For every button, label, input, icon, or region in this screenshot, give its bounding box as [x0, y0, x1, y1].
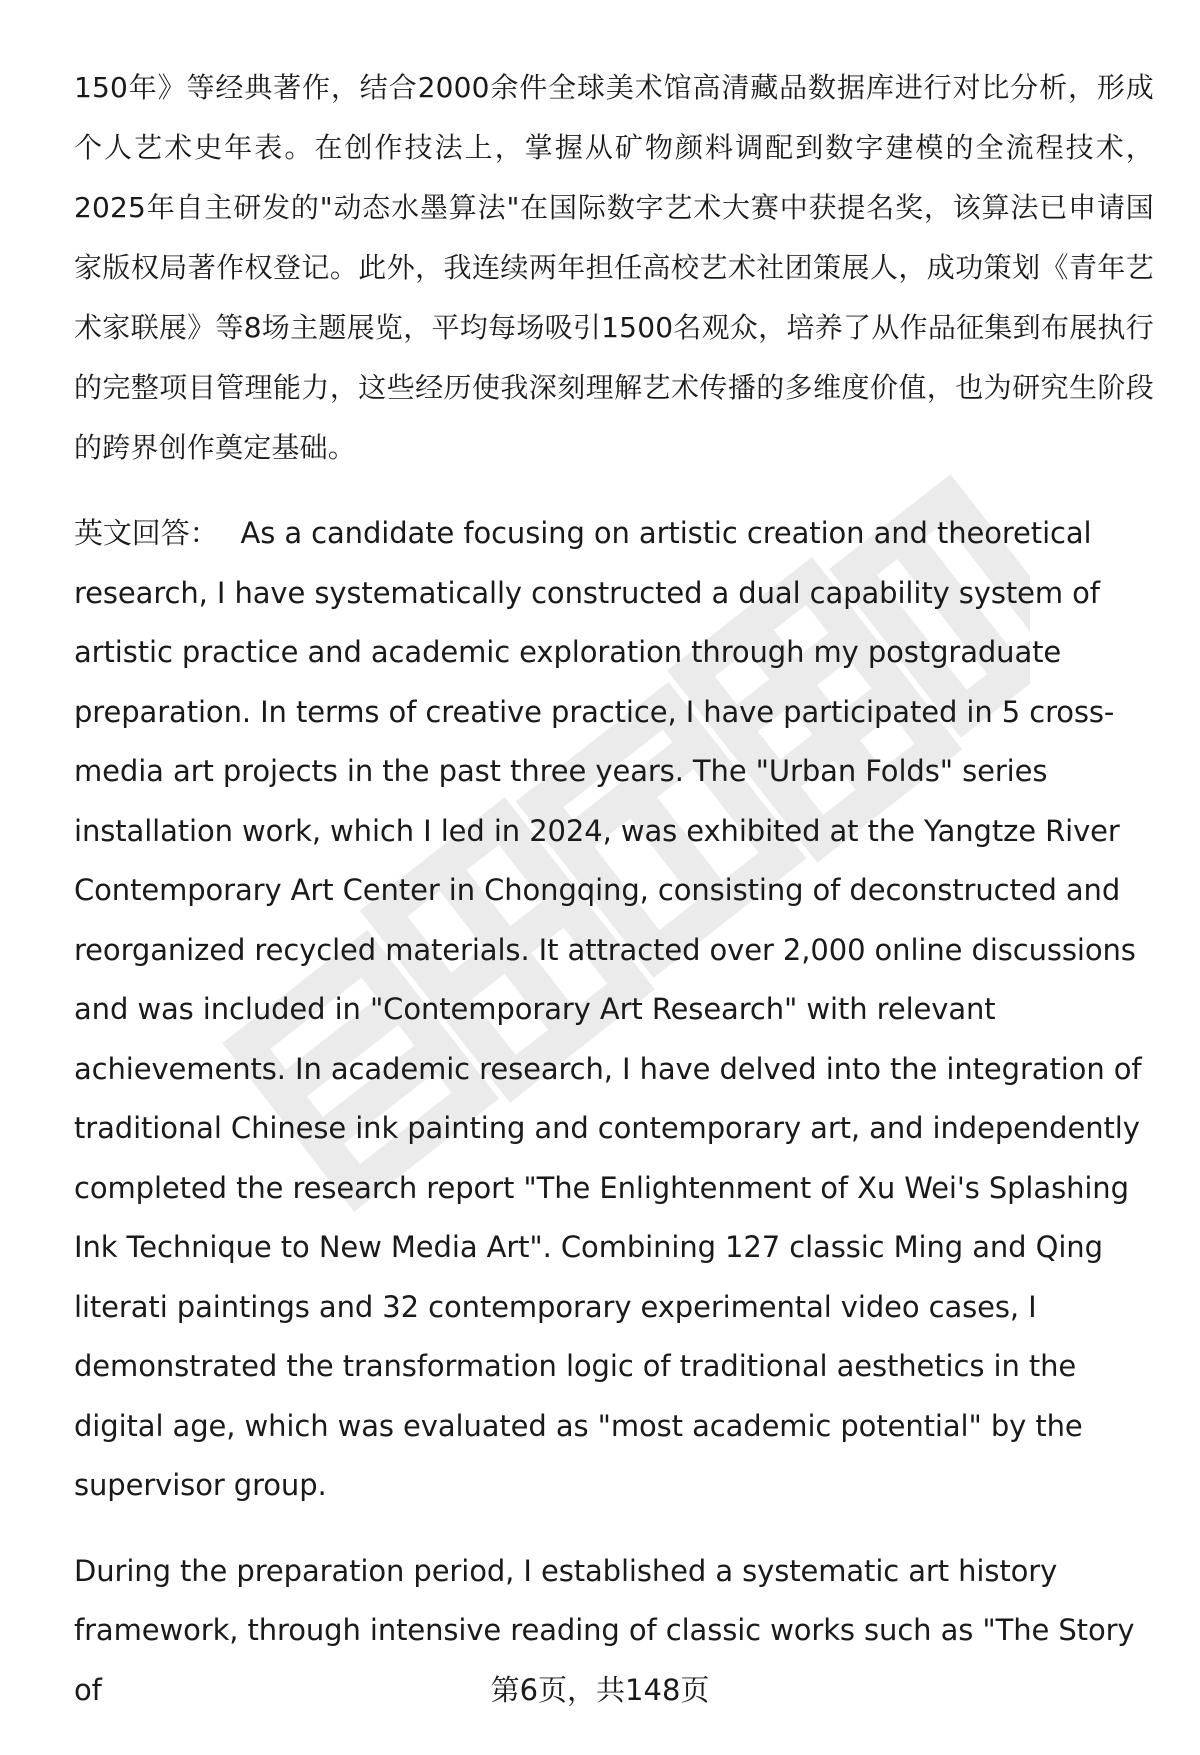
- paragraph-spacer: [74, 478, 1154, 504]
- page-number-footer: 第6页，共148页: [490, 1673, 710, 1707]
- english-second-paragraph: During the preparation period, I established a systematic art history framework, through intensive reading of classic works such as "The Story of: [74, 1553, 1135, 1707]
- english-answer-paragraph: [74, 504, 1154, 1516]
- paragraph-spacer: [74, 1516, 1154, 1542]
- chinese-answer-paragraph: 150年》等经典著作，结合2000余件全球美术馆高清藏品数据库进行对比分析，形成个人艺术史年表。在创作技法上，掌握从矿物颜料调配到数字建模的全流程技术，2025年自主研发的"动态水墨算法"在国际数字艺术大赛中获提名奖，该算法已申请国家版权局著作权登记。此外，我连续两年担任高校艺术社团策展人，成功策划《青年艺术家联展》等8场主题展览，平均每场吸引1500名观众，培养了从作品征集到布展执行的完整项目管理能力，这些经历使我深刻理解艺术传播的多维度价值，也为研究生阶段的跨界创作奠定基础。: [74, 71, 1154, 464]
- english-answer-label: 英文回答：: [74, 516, 219, 550]
- page-content: [74, 58, 1154, 1720]
- english-answer-text: As a candidate focusing on artistic creation and theoretical research, I have systematically constructed a dual capability system of artistic practice and academic exploration through my postgraduate preparation. In terms of creative practice, I have participated in 5 cross-media art projects in the past three years. The "Urban Folds" series installation work, which I led in 2024, was exhibited at the Yangtze River Contemporary Art Center in Chongqing, consisting of deconstructed and reorganized recycled materials. It attracted over 2,000 online discussions and was included in "Contemporary Art Research" with relevant achievements. In academic research, I have delved into the integration of traditional Chinese ink painting and contemporary art, and independently completed the research report "The Enlightenment of Xu Wei's Splashing Ink Technique to New Media Art". Combining 127 classic Ming and Qing literati paintings and 32 contemporary experimental video cases, I demonstrated the transformation logic of traditional aesthetics in the digital age, which was evaluated as "most academic potential" by the supervisor group.: [74, 516, 1142, 1502]
